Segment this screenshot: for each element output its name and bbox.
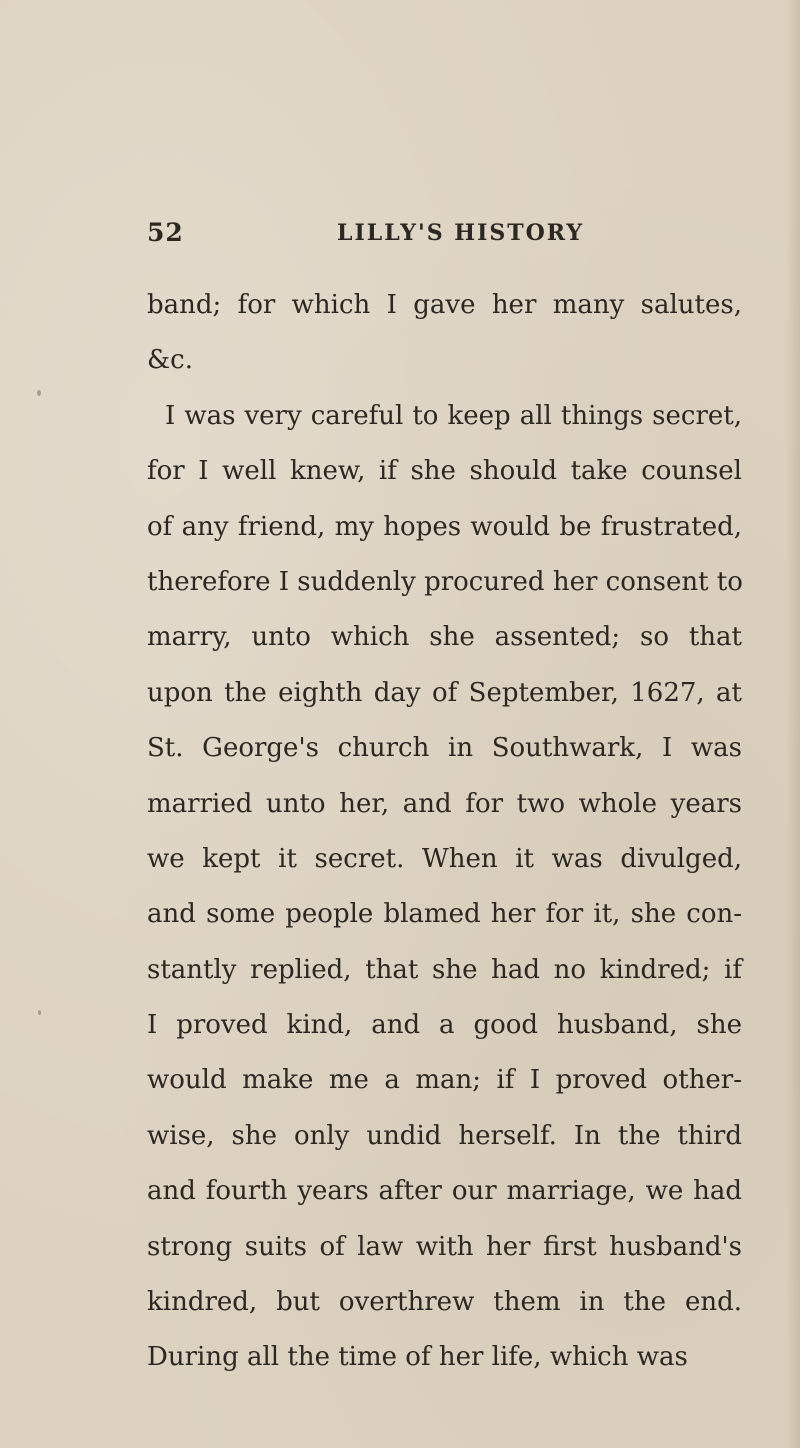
text-line: kindred, but overthrew them in the end. bbox=[147, 1287, 742, 1318]
text-line: for I well knew, if she should take counsel bbox=[147, 456, 742, 487]
page-edge-shadow bbox=[786, 0, 800, 1448]
ink-speck bbox=[38, 1010, 41, 1015]
text-line: During all the time of her life, which was bbox=[147, 1342, 688, 1373]
text-line: married unto her, and for two whole years bbox=[147, 788, 742, 819]
text-line: I proved kind, and a good husband, she bbox=[147, 1010, 742, 1041]
text-line: marry, unto which she assented; so that bbox=[147, 622, 742, 653]
text-line: strong suits of law with her first husband's bbox=[147, 1231, 742, 1262]
text-line: St. George's church in Southwark, I was bbox=[147, 733, 742, 764]
text-line: stantly replied, that she had no kindred; if bbox=[147, 954, 742, 985]
text-line: I was very careful to keep all things secret, bbox=[165, 400, 742, 431]
page-header bbox=[147, 218, 657, 258]
text-line: we kept it secret. When it was divulged, bbox=[147, 843, 742, 874]
text-line: band; for which I gave her many salutes, bbox=[147, 290, 742, 320]
text-line: &c. bbox=[147, 345, 193, 376]
text-line: and some people blamed her for it, she con- bbox=[147, 899, 742, 930]
text-line: therefore I suddenly procured her consent to bbox=[147, 566, 743, 597]
running-head: LILLY'S HISTORY bbox=[337, 220, 585, 246]
body-text bbox=[147, 278, 742, 1386]
text-line: and fourth years after our marriage, we had bbox=[147, 1176, 742, 1207]
ink-speck bbox=[37, 390, 41, 396]
text-line: wise, she only undid herself. In the third bbox=[147, 1120, 742, 1151]
text-line: would make me a man; if I proved other- bbox=[147, 1065, 742, 1096]
text-line: upon the eighth day of September, 1627, at bbox=[147, 677, 742, 708]
page-number: 52 bbox=[147, 218, 184, 247]
text-line: of any friend, my hopes would be frustrated, bbox=[147, 511, 742, 542]
